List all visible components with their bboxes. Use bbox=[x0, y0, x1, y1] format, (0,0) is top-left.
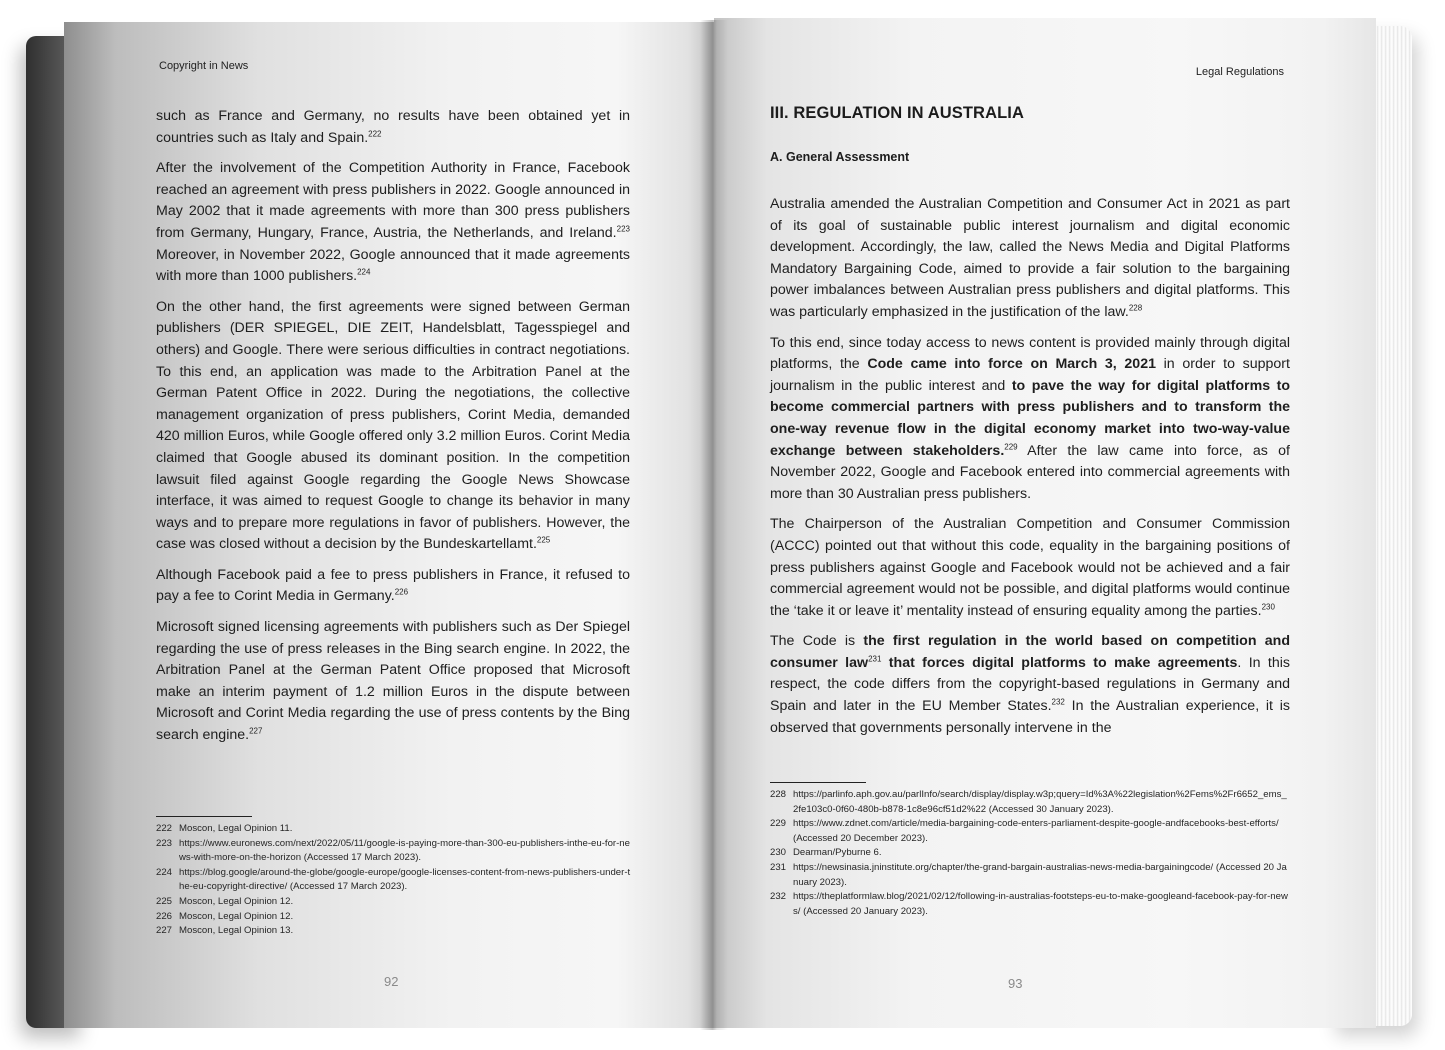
footnote-ref: 223 bbox=[616, 224, 630, 234]
footnote-ref: 224 bbox=[357, 267, 371, 277]
footnotes bbox=[156, 822, 632, 939]
footnote-ref: 226 bbox=[394, 587, 409, 597]
footnote-ref: 231 bbox=[868, 654, 882, 664]
footnote: 229 https://www.zdnet.com/article/media-bargaining-code-enters-parliament-despite-google-andfacebooks-best-efforts/ (Accessed 20 December 2023). bbox=[770, 818, 1279, 844]
paragraph: Although Facebook paid a fee to press publishers in France, it refused to pay a fee to Corint Media in Germany.$^{226}$ bbox=[156, 566, 630, 605]
left-body-text bbox=[156, 106, 630, 756]
footnote-divider bbox=[156, 816, 252, 817]
footnote-ref: 228 bbox=[1128, 303, 1143, 313]
footnote-ref: 225 bbox=[536, 535, 551, 545]
footnotes bbox=[770, 788, 1290, 919]
footnote: 223 https://www.euronews.com/next/2022/05/11/google-is-paying-more-than-300-eu-publishers-inthe-eu-for-news-with-more-on-the-horizon (Accessed 17 March 2023). bbox=[156, 837, 630, 864]
footnote: 224 https://blog.google/around-the-globe/google-europe/google-licenses-content-from-news-publishers-under-the-eu-copyright-directive/ (Accessed 17 March 2023). bbox=[156, 866, 631, 893]
footnote-ref: 232 bbox=[1051, 697, 1065, 707]
right-page bbox=[714, 18, 1376, 1028]
page-number: 93 bbox=[1008, 976, 1023, 991]
paragraph: The Code is the first regulation in the world based on competition and consumer law$^{231}$ that forces digital platforms to make agreements. In this respect, the code differs from the copyright-based regulations in Germany and Spain and later in the EU Member States.$^{232}$ In the Australian experience, it is observed that governments personally intervene in the bbox=[770, 633, 1290, 736]
page-number: 92 bbox=[384, 974, 399, 989]
paragraph: To this end, since today access to news content is provided mainly through digital platforms, the Code came into force on March 3, 2021 in order to support journalism in the public interest and to pave the way for digital platforms to become commercial partners with press publishers and to transform the one-way revenue flow in the digital economy market into two-way-value exchange between stakeholders.$^{229}$ After the law came into force, as of November 2022, Google and Facebook entered into commercial agreements with more than 30 Australian press publishers. bbox=[770, 334, 1290, 502]
footnote: 230 Dearman/Pyburne 6. bbox=[770, 847, 882, 859]
footnote-ref: 230 bbox=[1261, 601, 1275, 611]
footnote: 232 https://theplatformlaw.blog/2021/02/12/following-in-australias-footsteps-eu-to-make-googleand-facebook-pay-for-news/ (Accessed 20 January 2023). bbox=[770, 891, 1288, 917]
left-page bbox=[64, 22, 714, 1028]
footnote: 231 https://newsinasia.jninstitute.org/chapter/the-grand-bargain-australias-news-media-bargainingcode/ (Accessed 20 January 2023). bbox=[770, 861, 1287, 888]
paragraph: Microsoft signed licensing agreements with publishers such as Der Spiegel regarding the use of press releases in the Bing search engine. In 2022, the Arbitration Panel at the German Patent Office proposed that Microsoft make an interim payment of 1.2 million Euros in the dispute between Microsoft and Corint Media regarding the use of press contents by the Bing search engine.$^{227}$ bbox=[156, 619, 630, 744]
footnote-ref: 227 bbox=[249, 726, 263, 736]
right-body-text bbox=[770, 194, 1290, 748]
paragraph: such as France and Germany, no results have been obtained yet in countries such as Italy and Spain.$^{222}$ bbox=[156, 108, 630, 146]
footnote: 227 Moscon, Legal Opinion 13. bbox=[156, 925, 294, 937]
section-title: III. REGULATION IN AUSTRALIA bbox=[770, 104, 1024, 122]
book-gutter bbox=[700, 20, 728, 1030]
footnote: 225 Moscon, Legal Opinion 12. bbox=[156, 895, 294, 907]
footnote: 222 Moscon, Legal Opinion 11. bbox=[156, 823, 293, 834]
running-head: Legal Regulations bbox=[1195, 66, 1284, 78]
footnote-divider bbox=[770, 782, 866, 783]
paragraph: After the involvement of the Competition Authority in France, Facebook reached an agreement with press publishers in 2022. Google announced in May 2002 that it made agreements with more than 300 press publishers from Germany, Hungary, France, Austria, the Netherlands, and Ireland.$^{223}$ Moreover, in November 2022, Google announced that it made agreements with more than 1000 publishers.$^{224}$ bbox=[156, 160, 630, 285]
footnote-ref: 222 bbox=[368, 128, 382, 138]
footnote-ref: 229 bbox=[1004, 441, 1018, 451]
paragraph: The Chairperson of the Australian Competition and Consumer Commission (ACCC) pointed out that without this code, equality in the bargaining positions of press publishers against Google and Facebook would not be achieved and a fair commercial agreement would not be possible, and digital platforms would continue the ‘take it or leave it’ mentality instead of ensuring equality among the parties.$^{230}$ bbox=[770, 516, 1290, 619]
paragraph: On the other hand, the first agreements were signed between German publishers (DER SPIEGEL, DIE ZEIT, Handelsblatt, Tagesspiegel and others) and Google. There were serious difficulties in contract negotiations. To this end, an application was made to the Arbitration Panel at the German Patent Office in 2022. During the negotiations, the collective management organization of press publishers, Corint Media, demanded 420 million Euros, while Google offered only 3.2 million Euros. Corint Media claimed that Google abused its dominant position. In the competition lawsuit filed against Google regarding the Google News Showcase interface, it was aimed to request Google to change its behavior in many ways and to prepare more regulations in favor of publishers. However, the case was closed without a decision by the Bundeskartellamt.$^{225}$ bbox=[156, 298, 630, 553]
footnote: 228 https://parlinfo.aph.gov.au/parlInfo/search/display/display.w3p;query=Id%3A%22legislation%2Fems%2Fr6652_ems_2fe103c0-0f60-480b-b878-1c8e96cf51d2%22 (Accessed 30 January 2023). bbox=[770, 789, 1287, 815]
subsection-title: A. General Assessment bbox=[770, 150, 910, 164]
footnote: 226 Moscon, Legal Opinion 12. bbox=[156, 910, 294, 922]
running-head: Copyright in News bbox=[159, 60, 249, 72]
paragraph: Australia amended the Australian Competition and Consumer Act in 2021 as part of its goal of sustainable public interest journalism and digital economic development. Accordingly, the law, called the News Media and Digital Platforms Mandatory Bargaining Code, aimed to provide a fair solution to the bargaining power imbalances between Australian press publishers and digital platforms. This was particularly emphasized in the justification of the law.$^{228}$ bbox=[770, 196, 1290, 320]
